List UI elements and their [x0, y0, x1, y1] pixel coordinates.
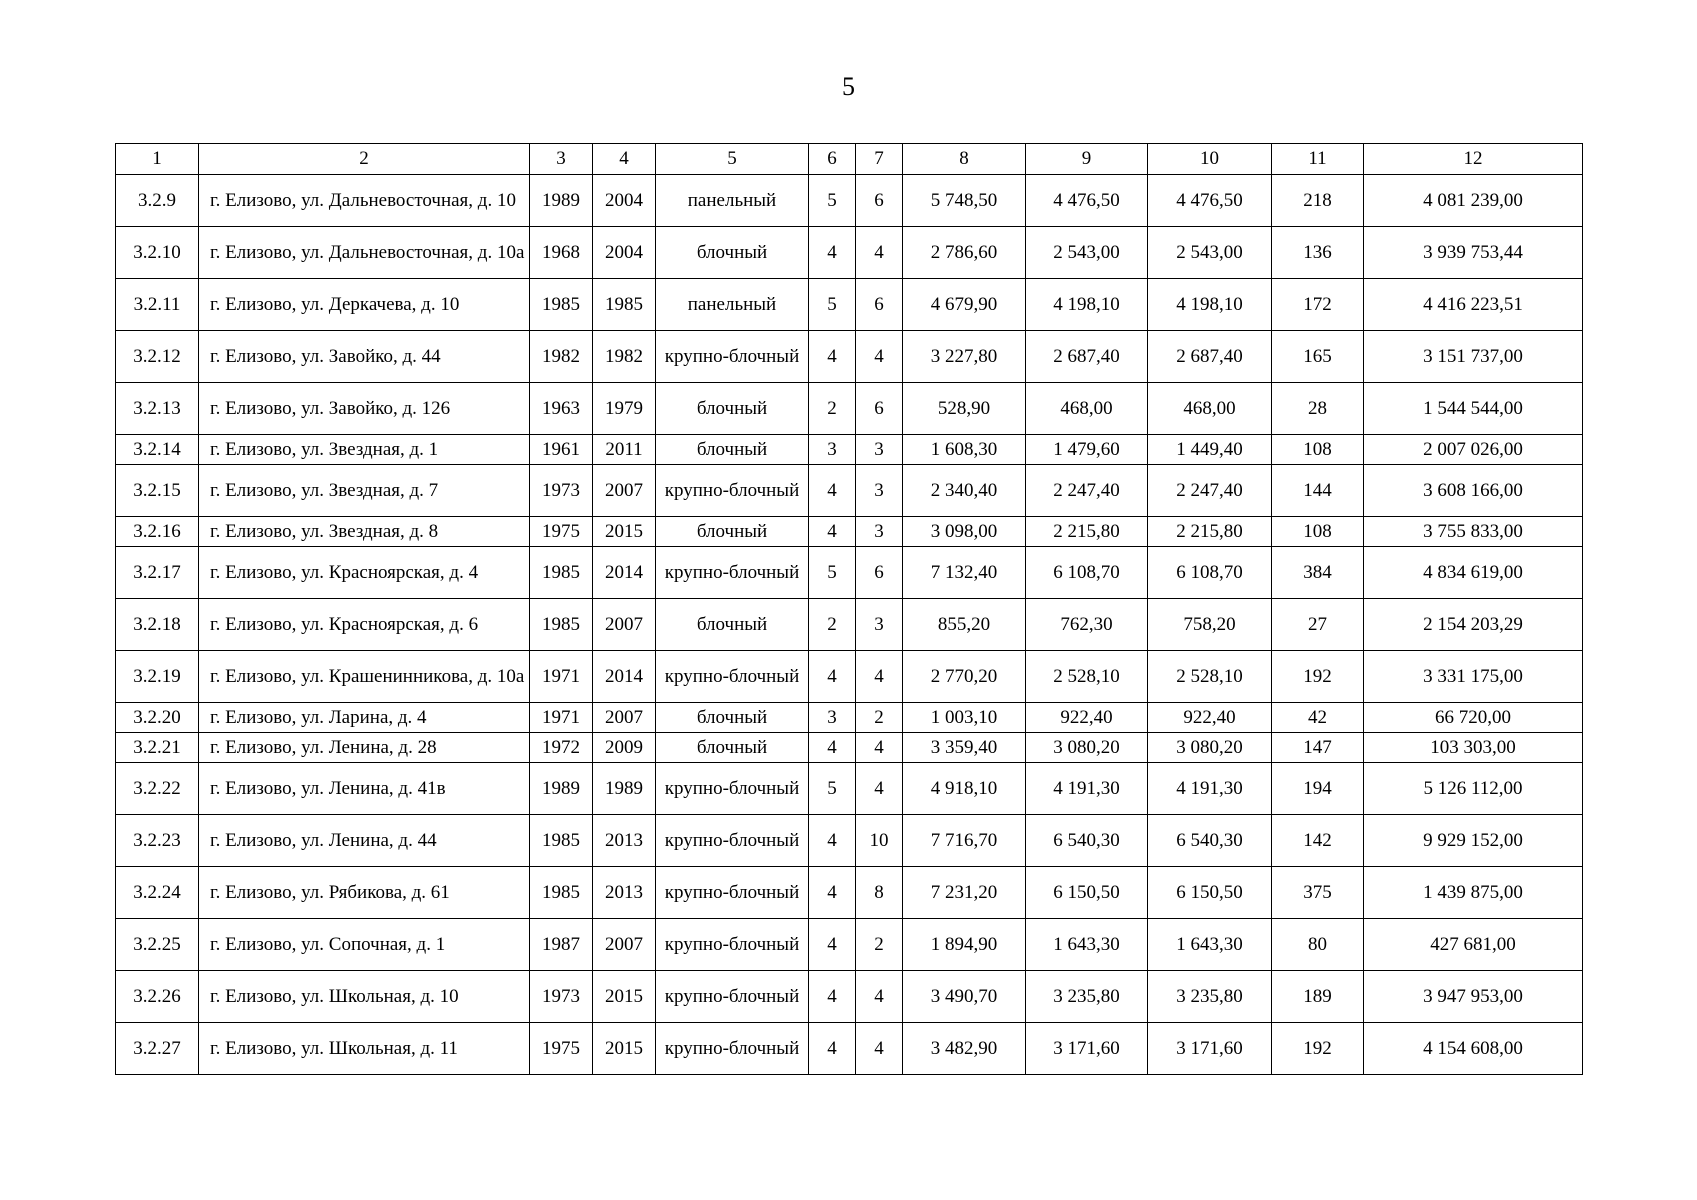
cell-entrances: 4	[856, 733, 903, 763]
cell-wall-material: панельный	[656, 279, 809, 331]
cell-address: г. Елизово, ул. Красноярская, д. 6	[199, 599, 530, 651]
cell-wall-material: крупно-блочный	[656, 815, 809, 867]
cell-entrances: 6	[856, 279, 903, 331]
cell-floors: 4	[809, 651, 856, 703]
column-header: 10	[1148, 144, 1272, 175]
column-header: 5	[656, 144, 809, 175]
cell-floors: 4	[809, 867, 856, 919]
cell-item-number: 3.2.15	[116, 465, 199, 517]
cell-entrances: 6	[856, 547, 903, 599]
cell-floors: 4	[809, 971, 856, 1023]
cell-item-number: 3.2.27	[116, 1023, 199, 1075]
cell-floors: 2	[809, 383, 856, 435]
cell-year-renovated: 2011	[593, 435, 656, 465]
header-row	[116, 144, 1583, 175]
cell-residents: 136	[1272, 227, 1364, 279]
cell-residential-area: 1 643,30	[1148, 919, 1272, 971]
cell-residents: 28	[1272, 383, 1364, 435]
cell-residents: 165	[1272, 331, 1364, 383]
cell-entrances: 4	[856, 227, 903, 279]
cell-residents: 192	[1272, 1023, 1364, 1075]
table-row	[116, 465, 1583, 517]
table-row	[116, 971, 1583, 1023]
cell-item-number: 3.2.26	[116, 971, 199, 1023]
cell-residential-area: 6 150,50	[1148, 867, 1272, 919]
table-row	[116, 517, 1583, 547]
cell-residential-area: 6 540,30	[1148, 815, 1272, 867]
cell-residential-area: 1 449,40	[1148, 435, 1272, 465]
cell-residential-area: 3 235,80	[1148, 971, 1272, 1023]
cell-item-number: 3.2.19	[116, 651, 199, 703]
cell-address: г. Елизово, ул. Сопочная, д. 1	[199, 919, 530, 971]
cell-total-area: 1 894,90	[903, 919, 1026, 971]
cell-total-area: 2 786,60	[903, 227, 1026, 279]
cell-floors: 4	[809, 465, 856, 517]
cell-living-area: 468,00	[1026, 383, 1148, 435]
table-row	[116, 919, 1583, 971]
cell-year-renovated: 2004	[593, 175, 656, 227]
cell-item-number: 3.2.10	[116, 227, 199, 279]
cell-item-number: 3.2.23	[116, 815, 199, 867]
cell-item-number: 3.2.17	[116, 547, 199, 599]
cell-address: г. Елизово, ул. Дальневосточная, д. 10а	[199, 227, 530, 279]
column-header: 7	[856, 144, 903, 175]
cell-total-area: 3 098,00	[903, 517, 1026, 547]
cell-total-area: 5 748,50	[903, 175, 1026, 227]
cell-address: г. Елизово, ул. Ленина, д. 44	[199, 815, 530, 867]
cell-address: г. Елизово, ул. Ленина, д. 41в	[199, 763, 530, 815]
cell-residential-area: 3 080,20	[1148, 733, 1272, 763]
cell-residential-area: 4 476,50	[1148, 175, 1272, 227]
cell-year-renovated: 2013	[593, 815, 656, 867]
cell-floors: 3	[809, 435, 856, 465]
cell-year-built: 1985	[530, 279, 593, 331]
cell-year-renovated: 1979	[593, 383, 656, 435]
cell-cost: 427 681,00	[1364, 919, 1583, 971]
cell-year-built: 1961	[530, 435, 593, 465]
column-header: 8	[903, 144, 1026, 175]
cell-year-built: 1971	[530, 651, 593, 703]
cell-year-renovated: 1982	[593, 331, 656, 383]
cell-year-renovated: 2015	[593, 971, 656, 1023]
cell-floors: 5	[809, 279, 856, 331]
cell-total-area: 528,90	[903, 383, 1026, 435]
cell-cost: 3 947 953,00	[1364, 971, 1583, 1023]
cell-entrances: 8	[856, 867, 903, 919]
cell-wall-material: блочный	[656, 383, 809, 435]
column-header: 4	[593, 144, 656, 175]
cell-residential-area: 2 247,40	[1148, 465, 1272, 517]
cell-year-renovated: 2014	[593, 547, 656, 599]
cell-cost: 1 544 544,00	[1364, 383, 1583, 435]
cell-floors: 4	[809, 331, 856, 383]
cell-year-renovated: 2007	[593, 599, 656, 651]
cell-wall-material: крупно-блочный	[656, 331, 809, 383]
cell-residents: 194	[1272, 763, 1364, 815]
cell-year-built: 1985	[530, 867, 593, 919]
cell-cost: 2 154 203,29	[1364, 599, 1583, 651]
cell-wall-material: крупно-блочный	[656, 919, 809, 971]
cell-address: г. Елизово, ул. Звездная, д. 7	[199, 465, 530, 517]
cell-wall-material: блочный	[656, 703, 809, 733]
cell-year-built: 1975	[530, 1023, 593, 1075]
table-row	[116, 763, 1583, 815]
cell-item-number: 3.2.12	[116, 331, 199, 383]
cell-address: г. Елизово, ул. Звездная, д. 1	[199, 435, 530, 465]
cell-item-number: 3.2.20	[116, 703, 199, 733]
cell-item-number: 3.2.25	[116, 919, 199, 971]
cell-cost: 1 439 875,00	[1364, 867, 1583, 919]
cell-living-area: 1 643,30	[1026, 919, 1148, 971]
cell-wall-material: блочный	[656, 517, 809, 547]
cell-total-area: 3 482,90	[903, 1023, 1026, 1075]
cell-cost: 5 126 112,00	[1364, 763, 1583, 815]
column-header: 3	[530, 144, 593, 175]
cell-entrances: 3	[856, 465, 903, 517]
cell-residents: 384	[1272, 547, 1364, 599]
cell-address: г. Елизово, ул. Завойко, д. 44	[199, 331, 530, 383]
page-number: 5	[842, 72, 855, 101]
cell-residents: 80	[1272, 919, 1364, 971]
cell-cost: 3 755 833,00	[1364, 517, 1583, 547]
cell-year-built: 1973	[530, 971, 593, 1023]
cell-cost: 3 331 175,00	[1364, 651, 1583, 703]
cell-total-area: 855,20	[903, 599, 1026, 651]
cell-entrances: 6	[856, 383, 903, 435]
cell-year-built: 1985	[530, 547, 593, 599]
cell-residential-area: 758,20	[1148, 599, 1272, 651]
cell-floors: 5	[809, 175, 856, 227]
cell-wall-material: крупно-блочный	[656, 1023, 809, 1075]
cell-residents: 42	[1272, 703, 1364, 733]
cell-address: г. Елизово, ул. Ленина, д. 28	[199, 733, 530, 763]
cell-cost: 2 007 026,00	[1364, 435, 1583, 465]
cell-residential-area: 922,40	[1148, 703, 1272, 733]
cell-living-area: 4 476,50	[1026, 175, 1148, 227]
cell-total-area: 4 918,10	[903, 763, 1026, 815]
cell-wall-material: панельный	[656, 175, 809, 227]
cell-floors: 4	[809, 733, 856, 763]
cell-total-area: 7 231,20	[903, 867, 1026, 919]
cell-cost: 4 154 608,00	[1364, 1023, 1583, 1075]
cell-year-renovated: 1985	[593, 279, 656, 331]
cell-floors: 5	[809, 763, 856, 815]
cell-residents: 108	[1272, 517, 1364, 547]
cell-cost: 3 939 753,44	[1364, 227, 1583, 279]
cell-total-area: 7 132,40	[903, 547, 1026, 599]
cell-year-renovated: 2015	[593, 1023, 656, 1075]
cell-residential-area: 6 108,70	[1148, 547, 1272, 599]
cell-year-built: 1973	[530, 465, 593, 517]
cell-total-area: 1 608,30	[903, 435, 1026, 465]
cell-residents: 27	[1272, 599, 1364, 651]
cell-address: г. Елизово, ул. Рябикова, д. 61	[199, 867, 530, 919]
cell-floors: 5	[809, 547, 856, 599]
cell-year-built: 1982	[530, 331, 593, 383]
cell-address: г. Елизово, ул. Завойко, д. 126	[199, 383, 530, 435]
column-header: 11	[1272, 144, 1364, 175]
cell-floors: 4	[809, 517, 856, 547]
cell-cost: 4 081 239,00	[1364, 175, 1583, 227]
cell-wall-material: крупно-блочный	[656, 547, 809, 599]
cell-wall-material: блочный	[656, 227, 809, 279]
cell-residential-area: 3 171,60	[1148, 1023, 1272, 1075]
cell-living-area: 2 687,40	[1026, 331, 1148, 383]
cell-residents: 108	[1272, 435, 1364, 465]
cell-living-area: 3 235,80	[1026, 971, 1148, 1023]
table-row	[116, 733, 1583, 763]
column-header: 6	[809, 144, 856, 175]
cell-living-area: 4 198,10	[1026, 279, 1148, 331]
cell-year-renovated: 2007	[593, 465, 656, 517]
cell-year-renovated: 2015	[593, 517, 656, 547]
table-row	[116, 703, 1583, 733]
cell-floors: 4	[809, 919, 856, 971]
cell-year-built: 1985	[530, 815, 593, 867]
cell-wall-material: крупно-блочный	[656, 867, 809, 919]
cell-address: г. Елизово, ул. Звездная, д. 8	[199, 517, 530, 547]
column-header: 9	[1026, 144, 1148, 175]
cell-living-area: 6 540,30	[1026, 815, 1148, 867]
cell-total-area: 3 490,70	[903, 971, 1026, 1023]
cell-item-number: 3.2.11	[116, 279, 199, 331]
cell-entrances: 4	[856, 651, 903, 703]
cell-item-number: 3.2.13	[116, 383, 199, 435]
cell-entrances: 3	[856, 435, 903, 465]
cell-residential-area: 2 215,80	[1148, 517, 1272, 547]
cell-residents: 147	[1272, 733, 1364, 763]
cell-year-built: 1989	[530, 175, 593, 227]
table-row	[116, 383, 1583, 435]
cell-entrances: 4	[856, 763, 903, 815]
table-row	[116, 1023, 1583, 1075]
cell-cost: 4 416 223,51	[1364, 279, 1583, 331]
cell-item-number: 3.2.22	[116, 763, 199, 815]
cell-total-area: 4 679,90	[903, 279, 1026, 331]
cell-address: г. Елизово, ул. Крашенинникова, д. 10а	[199, 651, 530, 703]
cell-residents: 142	[1272, 815, 1364, 867]
cell-wall-material: блочный	[656, 435, 809, 465]
cell-wall-material: крупно-блочный	[656, 971, 809, 1023]
cell-entrances: 3	[856, 517, 903, 547]
cell-cost: 103 303,00	[1364, 733, 1583, 763]
cell-year-built: 1989	[530, 763, 593, 815]
cell-year-renovated: 2004	[593, 227, 656, 279]
cell-living-area: 2 528,10	[1026, 651, 1148, 703]
cell-item-number: 3.2.24	[116, 867, 199, 919]
cell-residents: 144	[1272, 465, 1364, 517]
cell-entrances: 4	[856, 971, 903, 1023]
cell-entrances: 3	[856, 599, 903, 651]
cell-address: г. Елизово, ул. Школьная, д. 11	[199, 1023, 530, 1075]
table-row	[116, 227, 1583, 279]
column-header: 12	[1364, 144, 1583, 175]
cell-year-built: 1963	[530, 383, 593, 435]
cell-item-number: 3.2.21	[116, 733, 199, 763]
cell-living-area: 762,30	[1026, 599, 1148, 651]
table-row	[116, 331, 1583, 383]
cell-total-area: 3 359,40	[903, 733, 1026, 763]
cell-living-area: 2 543,00	[1026, 227, 1148, 279]
cell-living-area: 2 215,80	[1026, 517, 1148, 547]
cell-living-area: 3 080,20	[1026, 733, 1148, 763]
cell-floors: 4	[809, 815, 856, 867]
cell-year-renovated: 1989	[593, 763, 656, 815]
cell-living-area: 4 191,30	[1026, 763, 1148, 815]
cell-wall-material: крупно-блочный	[656, 651, 809, 703]
cell-item-number: 3.2.18	[116, 599, 199, 651]
cell-year-renovated: 2007	[593, 919, 656, 971]
table-row	[116, 867, 1583, 919]
table-body	[116, 175, 1583, 1075]
cell-residents: 192	[1272, 651, 1364, 703]
table-row	[116, 175, 1583, 227]
cell-year-built: 1971	[530, 703, 593, 733]
cell-wall-material: блочный	[656, 599, 809, 651]
table-row	[116, 435, 1583, 465]
cell-living-area: 2 247,40	[1026, 465, 1148, 517]
cell-year-renovated: 2014	[593, 651, 656, 703]
cell-entrances: 2	[856, 703, 903, 733]
cell-year-built: 1987	[530, 919, 593, 971]
cell-address: г. Елизово, ул. Дальневосточная, д. 10	[199, 175, 530, 227]
cell-cost: 3 608 166,00	[1364, 465, 1583, 517]
column-header: 1	[116, 144, 199, 175]
cell-residents: 189	[1272, 971, 1364, 1023]
cell-residents: 218	[1272, 175, 1364, 227]
cell-residents: 172	[1272, 279, 1364, 331]
table-row	[116, 279, 1583, 331]
cell-item-number: 3.2.14	[116, 435, 199, 465]
cell-year-renovated: 2007	[593, 703, 656, 733]
cell-entrances: 4	[856, 1023, 903, 1075]
cell-living-area: 3 171,60	[1026, 1023, 1148, 1075]
cell-total-area: 1 003,10	[903, 703, 1026, 733]
column-header: 2	[199, 144, 530, 175]
cell-residential-area: 2 543,00	[1148, 227, 1272, 279]
cell-total-area: 7 716,70	[903, 815, 1026, 867]
cell-year-renovated: 2009	[593, 733, 656, 763]
cell-year-built: 1968	[530, 227, 593, 279]
cell-year-renovated: 2013	[593, 867, 656, 919]
cell-total-area: 3 227,80	[903, 331, 1026, 383]
cell-floors: 2	[809, 599, 856, 651]
cell-year-built: 1972	[530, 733, 593, 763]
cell-cost: 3 151 737,00	[1364, 331, 1583, 383]
cell-address: г. Елизово, ул. Ларина, д. 4	[199, 703, 530, 733]
cell-cost: 9 929 152,00	[1364, 815, 1583, 867]
building-registry-table	[115, 143, 1583, 1075]
cell-residents: 375	[1272, 867, 1364, 919]
table-row	[116, 599, 1583, 651]
cell-cost: 66 720,00	[1364, 703, 1583, 733]
cell-address: г. Елизово, ул. Красноярская, д. 4	[199, 547, 530, 599]
cell-floors: 4	[809, 1023, 856, 1075]
cell-entrances: 4	[856, 331, 903, 383]
cell-address: г. Елизово, ул. Школьная, д. 10	[199, 971, 530, 1023]
cell-year-built: 1975	[530, 517, 593, 547]
cell-living-area: 6 108,70	[1026, 547, 1148, 599]
cell-total-area: 2 340,40	[903, 465, 1026, 517]
cell-year-built: 1985	[530, 599, 593, 651]
cell-wall-material: крупно-блочный	[656, 465, 809, 517]
cell-entrances: 6	[856, 175, 903, 227]
cell-residential-area: 468,00	[1148, 383, 1272, 435]
cell-residential-area: 2 528,10	[1148, 651, 1272, 703]
cell-entrances: 10	[856, 815, 903, 867]
cell-cost: 4 834 619,00	[1364, 547, 1583, 599]
cell-residential-area: 4 191,30	[1148, 763, 1272, 815]
table-row	[116, 815, 1583, 867]
cell-living-area: 6 150,50	[1026, 867, 1148, 919]
cell-entrances: 2	[856, 919, 903, 971]
cell-residential-area: 2 687,40	[1148, 331, 1272, 383]
cell-residential-area: 4 198,10	[1148, 279, 1272, 331]
cell-living-area: 1 479,60	[1026, 435, 1148, 465]
cell-address: г. Елизово, ул. Деркачева, д. 10	[199, 279, 530, 331]
cell-total-area: 2 770,20	[903, 651, 1026, 703]
cell-item-number: 3.2.9	[116, 175, 199, 227]
cell-item-number: 3.2.16	[116, 517, 199, 547]
table-row	[116, 547, 1583, 599]
cell-wall-material: блочный	[656, 733, 809, 763]
cell-floors: 4	[809, 227, 856, 279]
table-row	[116, 651, 1583, 703]
cell-floors: 3	[809, 703, 856, 733]
cell-living-area: 922,40	[1026, 703, 1148, 733]
cell-wall-material: крупно-блочный	[656, 763, 809, 815]
